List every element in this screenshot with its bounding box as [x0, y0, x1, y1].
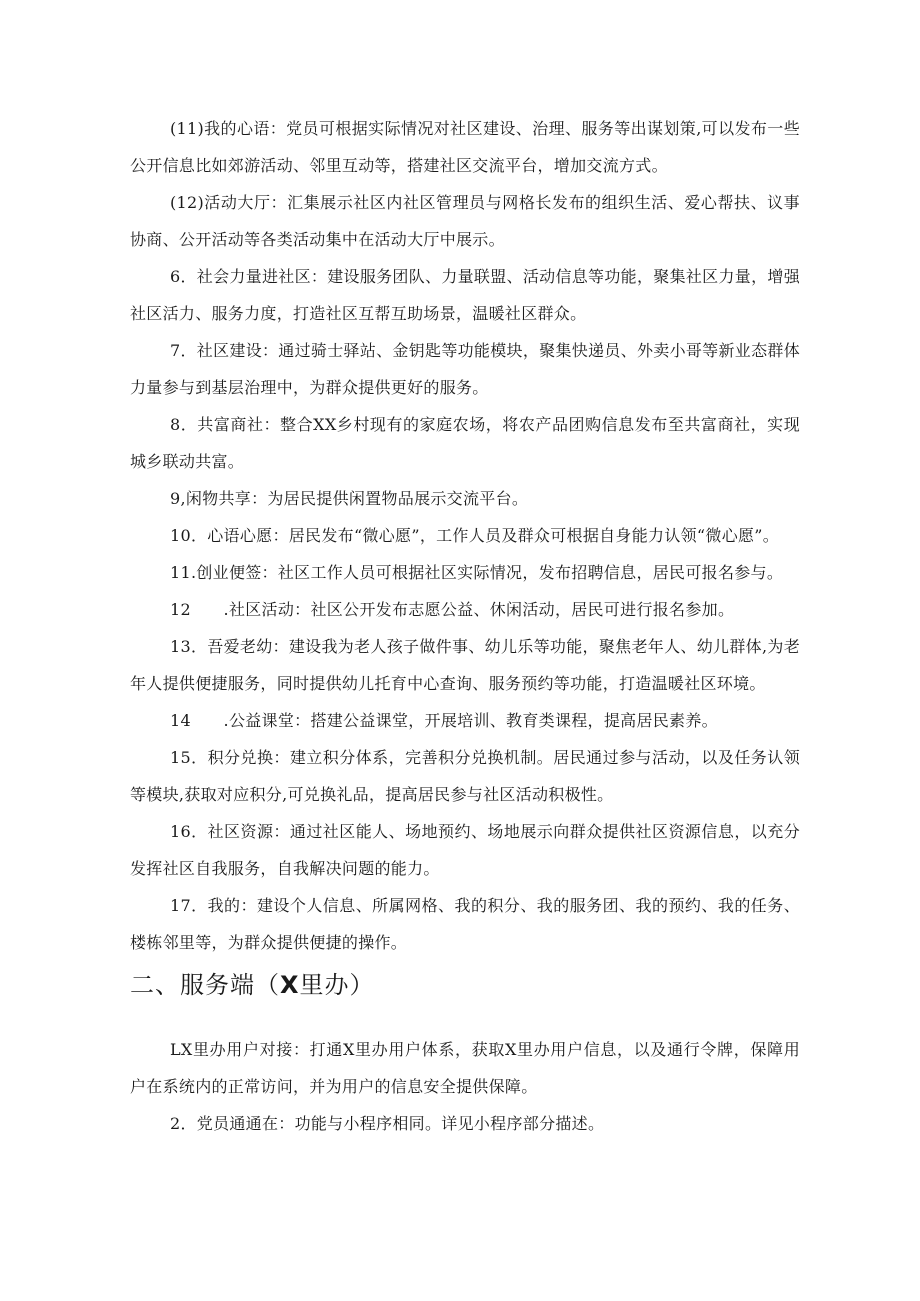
paragraph-common-prosperity-shop: 8．共富商社：整合XX乡村现有的家庭农场，将农产品团购信息发布至共富商社，实现城乡联动共富。 — [130, 415, 800, 471]
paragraph-user-integration: LX里办用户对接：打通X里办用户体系，获取X里办用户信息，以及通行令牌，保障用户在系统内的正常访问，并为用户的信息安全提供保障。 — [130, 1040, 800, 1096]
paragraph-public-class: 14 .公益课堂：搭建公益课堂，开展培训、教育类课程，提高居民素养。 — [170, 711, 718, 730]
paragraph-social-forces: 6．社会力量进社区：建设服务团队、力量联盟、活动信息等功能，聚集社区力量，增强社区活力、服务力度，打造社区互帮互助场景，温暖社区群众。 — [130, 267, 800, 323]
paragraph-party-member: 2．党员通通在：功能与小程序相同。详见小程序部分描述。 — [170, 1114, 605, 1133]
heading-bold: X — [280, 971, 300, 999]
paragraph-mine: 17．我的：建设个人信息、所属网格、我的积分、我的服务团、我的预约、我的任务、楼栋邻里等，为群众提供便捷的操作。 — [130, 896, 800, 952]
section-heading — [130, 965, 800, 1005]
paragraph-job-notes: 11.创业便签：社区工作人员可根据社区实际情况，发布招聘信息，居民可报名参与。 — [170, 563, 784, 582]
paragraph-idle-goods-sharing: 9,闲物共享：为居民提供闲置物品展示交流平台。 — [170, 489, 529, 508]
heading-prefix: 二、服务端（ — [130, 971, 280, 999]
document-body — [130, 110, 800, 1142]
paragraph-activity-hall: (12)活动大厅：汇集展示社区内社区管理员与网格长发布的组织生活、爱心帮扶、议事协商、公开活动等各类活动集中在活动大厅中展示。 — [130, 193, 800, 249]
paragraph-community-activities: 12 .社区活动：社区公开发布志愿公益、休闲活动，居民可进行报名参加。 — [170, 600, 735, 619]
paragraph-elderly-children: 13．吾爱老幼：建设我为老人孩子做件事、幼儿乐等功能，聚焦老年人、幼儿群体,为老年人提供便捷服务，同时提供幼儿托育中心查询、服务预约等功能，打造温暖社区环境。 — [130, 637, 800, 693]
heading-suffix: 里办） — [299, 971, 375, 999]
paragraph-my-voice: (11)我的心语：党员可根据实际情况对社区建设、治理、服务等出谋划策,可以发布一些公开信息比如郊游活动、邻里互动等，搭建社区交流平台，增加交流方式。 — [130, 119, 800, 175]
paragraph-points-exchange: 15．积分兑换：建立积分体系，完善积分兑换机制。居民通过参与活动，以及任务认领等模块,获取对应积分,可兑换礼品，提高居民参与社区活动积极性。 — [130, 748, 800, 804]
paragraph-wish: 10．心语心愿：居民发布“微心愿”，工作人员及群众可根据自身能力认领“微心愿”。 — [170, 526, 780, 545]
paragraph-community-resources: 16．社区资源：通过社区能人、场地预约、场地展示向群众提供社区资源信息，以充分发挥社区自我服务，自我解决问题的能力。 — [130, 822, 800, 878]
paragraph-community-building: 7．社区建设：通过骑士驿站、金钥匙等功能模块，聚集快递员、外卖小哥等新业态群体力量参与到基层治理中，为群众提供更好的服务。 — [130, 341, 800, 397]
